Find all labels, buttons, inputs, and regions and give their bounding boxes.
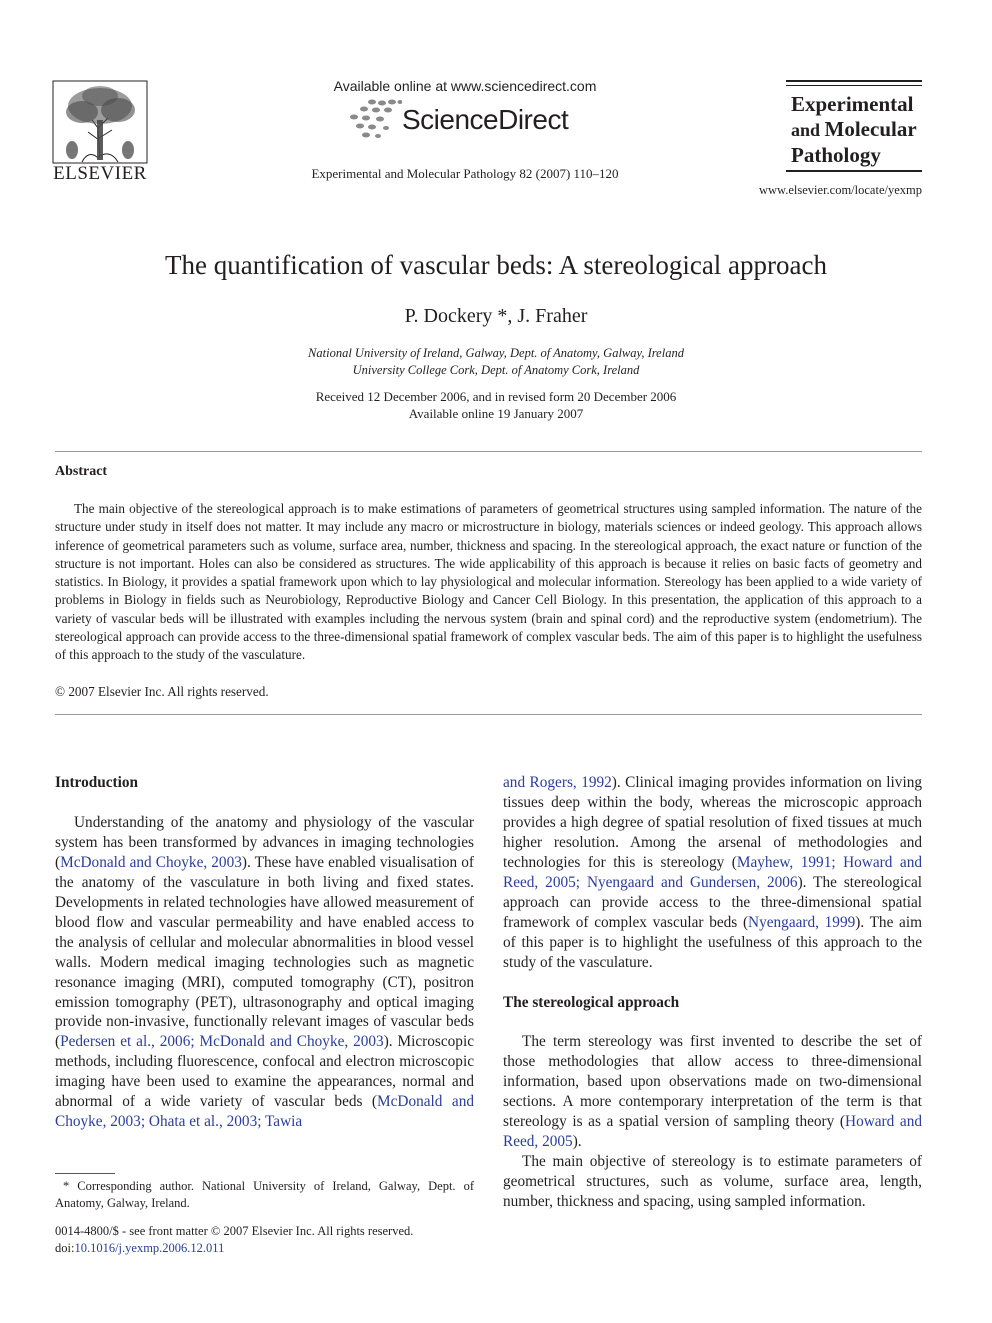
abstract-heading: Abstract <box>55 464 108 479</box>
reference-link[interactable]: McDonald and Choyke, 2003 <box>60 853 242 871</box>
paragraph-text: ). <box>572 1133 582 1151</box>
paragraph-text: ). Clinical imaging provides information on living tissues deep within the body, whereas the microscopic approach provides a high degree of spatial resolution of fixed tissues at much higher resolution. Among the arsenal of methodologies and technologies for this is stereology ( <box>503 774 922 871</box>
sciencedirect-logo[interactable] <box>346 96 586 142</box>
reference-link[interactable]: Howard and Reed, 2005 <box>503 1113 922 1151</box>
elsevier-logo <box>52 80 148 184</box>
reference-link[interactable]: McDonald and Choyke, 2003; Ohata et al., 2003; Tawia <box>55 1093 474 1131</box>
authors: P. Dockery *, J. Fraher <box>404 305 588 327</box>
paragraph-text: The main objective of stereology is to estimate parameters of geometrical structures, such as volume, surface area, length, number, thickness and spacing, using sampled information. <box>503 1153 922 1211</box>
paragraph-text: ). These have enabled visualisation of the anatomy of the vasculature in both living and fixed states. Developments in related technologies have allowed measurement of blood flow and vascular permeability and have enabled access to the analysis of cellular and molecular abnormalities in blood vessel walls. Modern medical imaging technologies such as magnetic resonance imaging (MRI), computed tomography (CT), positron emission tomography (PET), ultrasonography and optical imaging provide non-invasive, functionally relevant images of vascular beds ( <box>55 853 474 1051</box>
doi-link[interactable]: 10.1016/j.yexmp.2006.12.011 <box>74 1241 225 1255</box>
journal-title: Experimental and Molecular Pathology <box>791 92 917 167</box>
intro-paragraph <box>55 813 474 1132</box>
doi-line: doi:10.1016/j.yexmp.2006.12.011 <box>55 1241 225 1255</box>
journal-citation: Experimental and Molecular Pathology 82 (2007) 110–120 <box>311 166 619 181</box>
publisher-name: ELSEVIER <box>53 163 147 184</box>
paragraph-text: ). The stereological approach can provide access to the three-dimensional spatial framework of complex vascular beds ( <box>503 873 922 931</box>
stereology-paragraph-2 <box>503 1152 922 1212</box>
reference-link[interactable]: Mayhew, 1991; Howard and Reed, 2005; Nyengaard and Gundersen, 2006 <box>503 853 922 891</box>
right-column <box>503 773 922 1212</box>
footnote-rule <box>55 1173 115 1174</box>
affiliation-2: University College Cork, Dept. of Anatomy Cork, Ireland <box>352 363 640 377</box>
paragraph-text: Understanding of the anatomy and physiology of the vascular system has been transformed by advances in imaging technologies ( <box>55 813 474 871</box>
affiliation-1: National University of Ireland, Galway, Dept. of Anatomy, Galway, Ireland <box>308 346 684 360</box>
section-heading-stereological: The stereological approach <box>503 993 680 1011</box>
elsevier-tree-icon <box>52 80 148 164</box>
journal-title-box <box>786 80 922 172</box>
issn-doi-block <box>55 1223 413 1257</box>
paragraph-text: ). Microscopic methods, including fluorescence, confocal and electron microscopic imaging have been used to examine the appearances, normal and abnormal of a wide variety of vascular beds ( <box>55 1033 474 1111</box>
left-column <box>55 773 474 1132</box>
paragraph-text: ). The aim of this paper is to highlight the usefulness of this approach to the study of the vasculature. <box>503 913 922 971</box>
issn-line: 0014-4800/$ - see front matter © 2007 Elsevier Inc. All rights reserved. <box>55 1224 414 1238</box>
divider-bottom <box>55 714 922 715</box>
paper-title: The quantification of vascular beds: A stereological approach <box>164 250 827 280</box>
reference-link[interactable]: Nyengaard, 1999 <box>748 913 856 931</box>
abstract-copyright: © 2007 Elsevier Inc. All rights reserved. <box>55 684 269 699</box>
reference-link[interactable]: Pedersen et al., 2006; McDonald and Choyke, 2003 <box>60 1033 384 1051</box>
corresponding-author-footnote: * Corresponding author. National University of Ireland, Galway, Dept. of Anatomy, Galway, Ireland. <box>55 1179 474 1210</box>
reference-link[interactable]: and Rogers, 1992 <box>503 774 612 791</box>
abstract-body: The main objective of the stereological approach is to make estimations of parameters of geometrical structures using sampled information. The nature of the structure under study in itself does not matter. It may include any macro or microstructure in biology, materials sciences or indeed geology. This approach allows inference of geometrical parameters such as volume, surface area, number, thickness and spacing. In the stereological approach, the exact nature or function of the structure is not important. Holes can also be considered as structures. The wide applicability of this approach is because it relies on basic facts of geometry and statistics. In Biology, it provides a spatial framework upon which to lay physiological and molecular information. Stereology has been applied to a wide variety of problems in Biology in fields such as Neurobiology, Reproductive Biology and Cancer Cell Biology. In this presentation, the application of this approach to a variety of vascular beds will be illustrated with examples including the nervous system (brain and spinal cord) and the reproductive system (endometrium). The stereological approach can provide access to the three-dimensional spatial framework of complex vascular beds. The aim of this paper is to highlight the usefulness of this approach to the study of the vasculature. <box>55 501 922 663</box>
sciencedirect-wordmark: ScienceDirect <box>402 104 569 135</box>
journal-url[interactable]: www.elsevier.com/locate/yexmp <box>758 183 922 197</box>
intro-paragraph-continued <box>503 773 922 973</box>
sciencedirect-dots-icon <box>346 96 402 142</box>
available-online-text[interactable]: Available online at www.sciencedirect.com <box>333 78 597 94</box>
received-date: Received 12 December 2006, and in revised form 20 December 2006 <box>315 389 677 404</box>
paragraph-text: The term stereology was first invented to describe the set of those methodologies that allow access to three-dimensional information, based upon observations made on two-dimensional sections. A more contemporary interpretation of the term is that stereology is as a spatial version of sampling theory ( <box>503 1033 922 1131</box>
stereology-paragraph-1 <box>503 1032 922 1152</box>
section-heading-introduction: Introduction <box>55 774 139 791</box>
available-date: Available online 19 January 2007 <box>408 406 584 421</box>
divider-top <box>55 451 922 452</box>
